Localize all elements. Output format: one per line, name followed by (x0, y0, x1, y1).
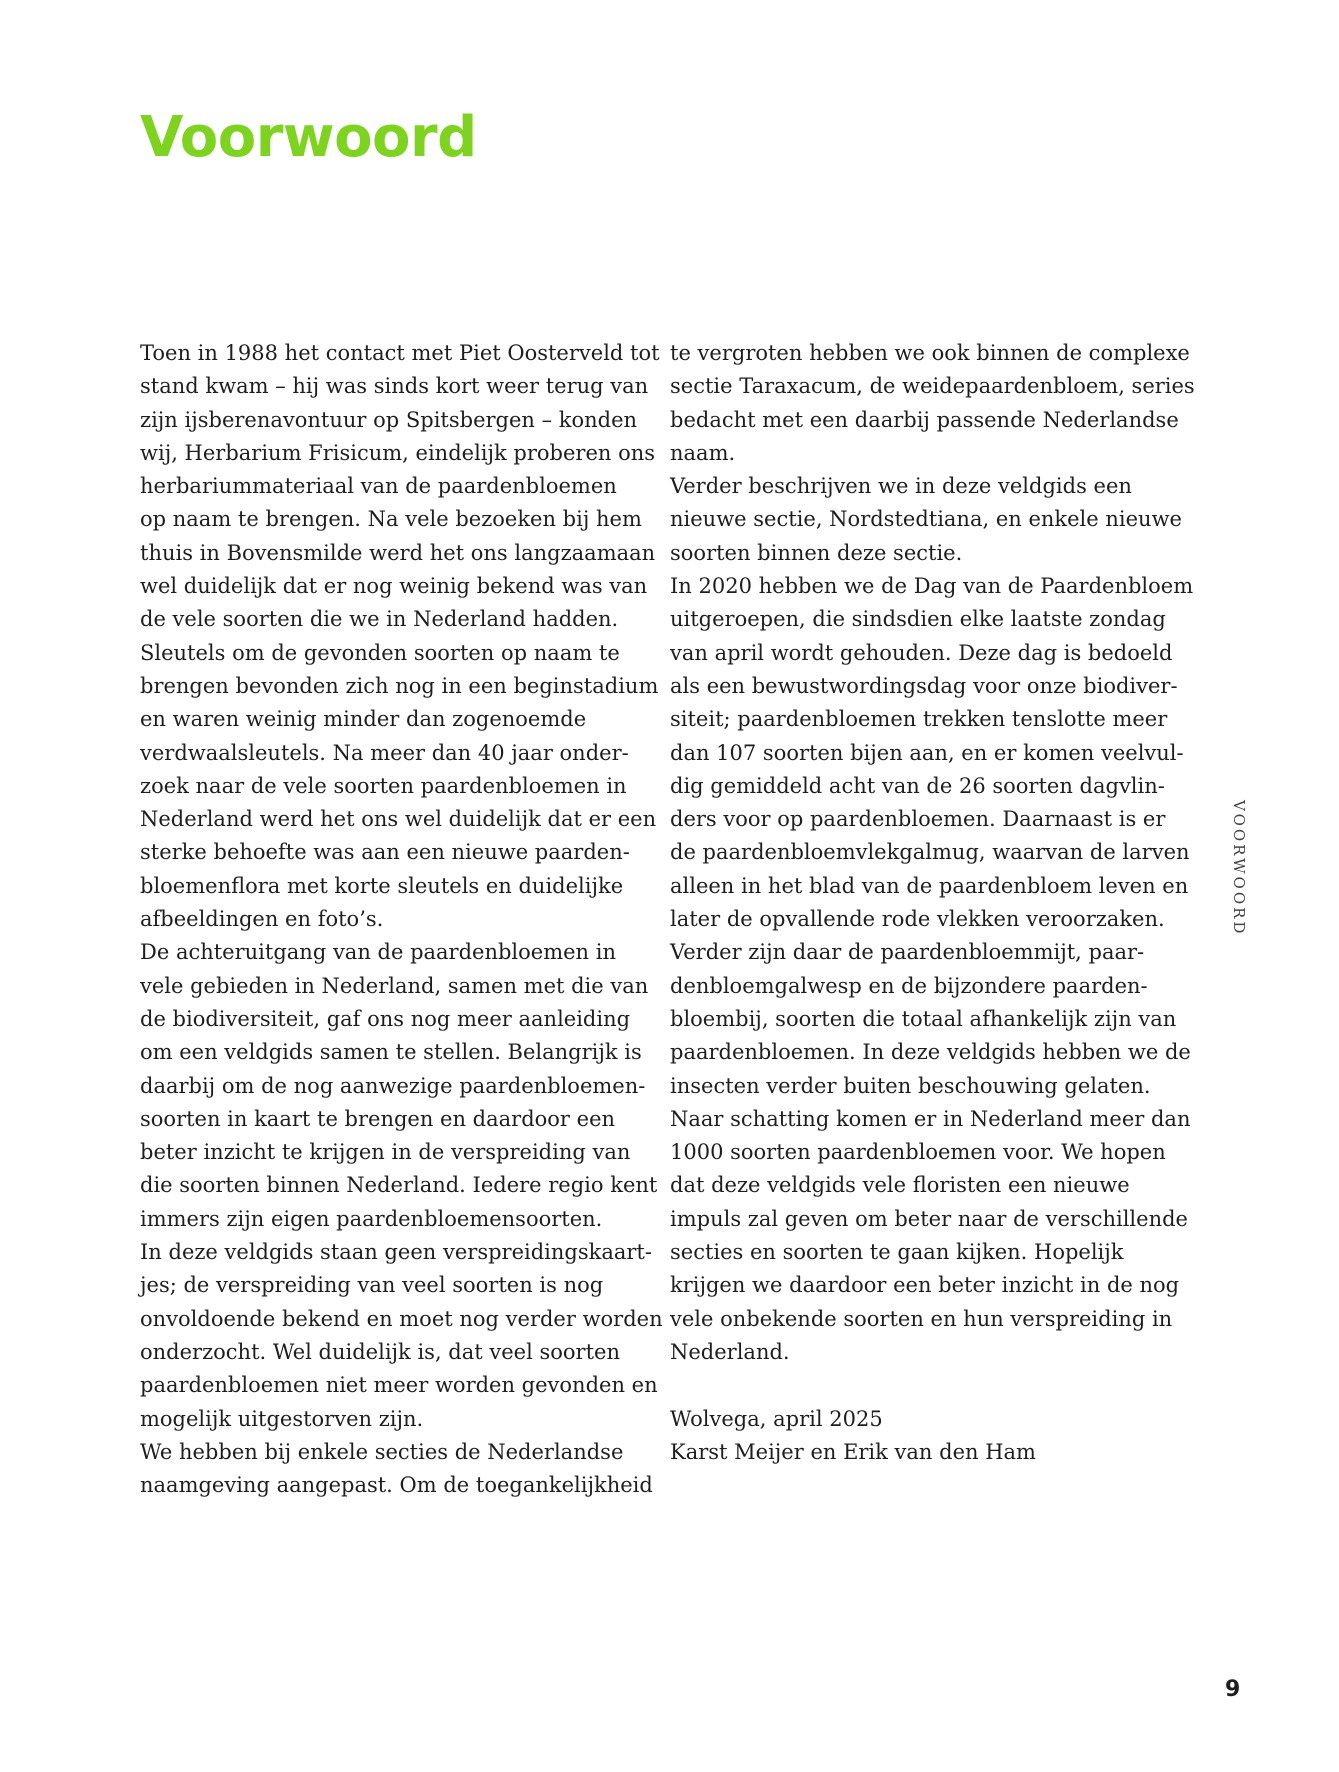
text-line: uitgeroepen, die sindsdien elke laatste zondag (670, 607, 1166, 632)
text-line: paardenbloemen niet meer worden gevonden en (140, 1373, 658, 1398)
text-line: als een bewustwordingsdag voor onze biodiver- (670, 673, 1178, 698)
text-line: nieuwe sectie, Nordstedtiana, en enkele nieuwe (670, 507, 1182, 532)
text-line: zoek naar de vele soorten paardenbloemen in (140, 773, 627, 798)
text-line: insecten verder buiten beschouwing gelaten. (670, 1073, 1151, 1098)
text-line: wij, Herbarium Frisicum, eindelijk proberen ons (140, 440, 656, 465)
text-line: herbariummateriaal van de paardenbloemen (140, 474, 617, 499)
text-line: ders voor op paardenbloemen. Daarnaast is er (670, 807, 1166, 832)
signature-place-date: Wolvega, april 2025 (670, 1406, 883, 1431)
text-line: dan 107 soorten bijen aan, en er komen veelvul- (670, 740, 1184, 765)
text-line: thuis in Bovensmilde werd het ons langzaamaan (140, 540, 656, 565)
text-line: soorten in kaart te brengen en daardoor een (140, 1106, 616, 1131)
text-line: We hebben bij enkele secties de Nederlandse (140, 1439, 624, 1464)
text-line: sterke behoefte was aan een nieuwe paarden- (140, 840, 630, 865)
text-line: De achteruitgang van de paardenbloemen in (140, 940, 616, 965)
text-line: bloembij, soorten die totaal afhankelijk zijn van (670, 1006, 1177, 1031)
text-line: denbloemgalwesp en de bijzondere paarden- (670, 973, 1148, 998)
text-line: stand kwam – hij was sinds kort weer terug van (140, 374, 649, 399)
text-line: onvoldoende bekend en moet nog verder worden (140, 1306, 663, 1331)
text-line: Nederland werd het ons wel duidelijk dat er een (140, 807, 657, 832)
paragraph-spacer (670, 1369, 1170, 1402)
text-line: jes; de verspreiding van veel soorten is nog (140, 1273, 604, 1298)
text-line: naam. (670, 440, 736, 465)
text-line: paardenbloemen. In deze veldgids hebben we de (670, 1040, 1191, 1065)
text-line: secties en soorten te gaan kijken. Hopelijk (670, 1240, 1124, 1265)
text-line: dat deze veldgids vele floristen een nieuwe (670, 1173, 1130, 1198)
running-head: VOORWOORD (1230, 800, 1248, 937)
text-line: beter inzicht te krijgen in de verspreiding van (140, 1140, 631, 1165)
text-line: Verder beschrijven we in deze veldgids een (670, 474, 1132, 499)
text-line: de paardenbloemvlekgalmug, waarvan de larven (670, 840, 1190, 865)
text-line: en waren weinig minder dan zogenoemde (140, 707, 587, 732)
text-column-right (670, 337, 1195, 1469)
text-line: van april wordt gehouden. Deze dag is bedoeld (670, 640, 1173, 665)
text-line: Nederland. (670, 1339, 790, 1364)
text-line: bloemenflora met korte sleutels en duidelijke (140, 873, 624, 898)
text-line: die soorten binnen Nederland. Iedere regio kent (140, 1173, 658, 1198)
text-line: vele onbekende soorten en hun verspreiding in (670, 1306, 1173, 1331)
text-line: te vergroten hebben we ook binnen de complexe (670, 341, 1190, 365)
text-line: zijn ijsberenavontuur op Spitsbergen – konden (140, 407, 638, 432)
text-line: 1000 soorten paardenbloemen voor. We hopen (670, 1140, 1166, 1165)
text-line: Sleutels om de gevonden soorten op naam te (140, 640, 620, 665)
page-number: 9 (1225, 1677, 1241, 1702)
text-line: Verder zijn daar de paardenbloemmijt, paar- (670, 940, 1145, 965)
text-line: de vele soorten die we in Nederland hadden. (140, 607, 619, 632)
text-line: dig gemiddeld acht van de 26 soorten dagvlin- (670, 773, 1165, 798)
text-line: op naam te brengen. Na vele bezoeken bij hem (140, 507, 642, 532)
text-line: om een veldgids samen te stellen. Belangrijk is (140, 1040, 642, 1065)
text-line: impuls zal geven om beter naar de verschillende (670, 1206, 1188, 1231)
text-line: naamgeving aangepast. Om de toegankelijkheid (140, 1473, 653, 1498)
text-line: krijgen we daardoor een beter inzicht in de nog (670, 1273, 1180, 1298)
text-line: In 2020 hebben we de Dag van de Paardenbloem (670, 574, 1194, 599)
text-line: onderzocht. Wel duidelijk is, dat veel soorten (140, 1339, 620, 1364)
text-line: mogelijk uitgestorven zijn. (140, 1406, 424, 1431)
text-line: afbeeldingen en foto’s. (140, 907, 384, 932)
text-line: Toen in 1988 het contact met Piet Oosterveld tot (140, 341, 660, 365)
signature-authors: Karst Meijer en Erik van den Ham (670, 1439, 1036, 1464)
text-line: sectie Taraxacum, de weidepaardenbloem, series (670, 374, 1195, 399)
text-line: vele gebieden in Nederland, samen met die van (140, 973, 649, 998)
text-line: immers zijn eigen paardenbloemensoorten. (140, 1206, 603, 1231)
text-line: siteit; paardenbloemen trekken tenslotte meer (670, 707, 1168, 732)
text-line: soorten binnen deze sectie. (670, 540, 963, 565)
text-line: alleen in het blad van de paardenbloem leven en (670, 873, 1189, 898)
text-line: later de opvallende rode vlekken veroorzaken. (670, 907, 1165, 932)
text-line: verdwaalsleutels. Na meer dan 40 jaar onder- (140, 740, 629, 765)
text-line: brengen bevonden zich nog in een beginstadium (140, 673, 659, 698)
text-line: Naar schatting komen er in Nederland meer dan (670, 1106, 1191, 1131)
text-line: bedacht met een daarbij passende Nederlandse (670, 407, 1179, 432)
text-line: de biodiversiteit, gaf ons nog meer aanleiding (140, 1006, 631, 1031)
text-column-left (140, 337, 663, 1502)
page-title: Voorwoord (140, 105, 477, 170)
text-line: wel duidelijk dat er nog weinig bekend was van (140, 574, 648, 599)
text-line: daarbij om de nog aanwezige paardenbloemen- (140, 1073, 646, 1098)
text-line: In deze veldgids staan geen verspreidingskaart- (140, 1240, 652, 1265)
